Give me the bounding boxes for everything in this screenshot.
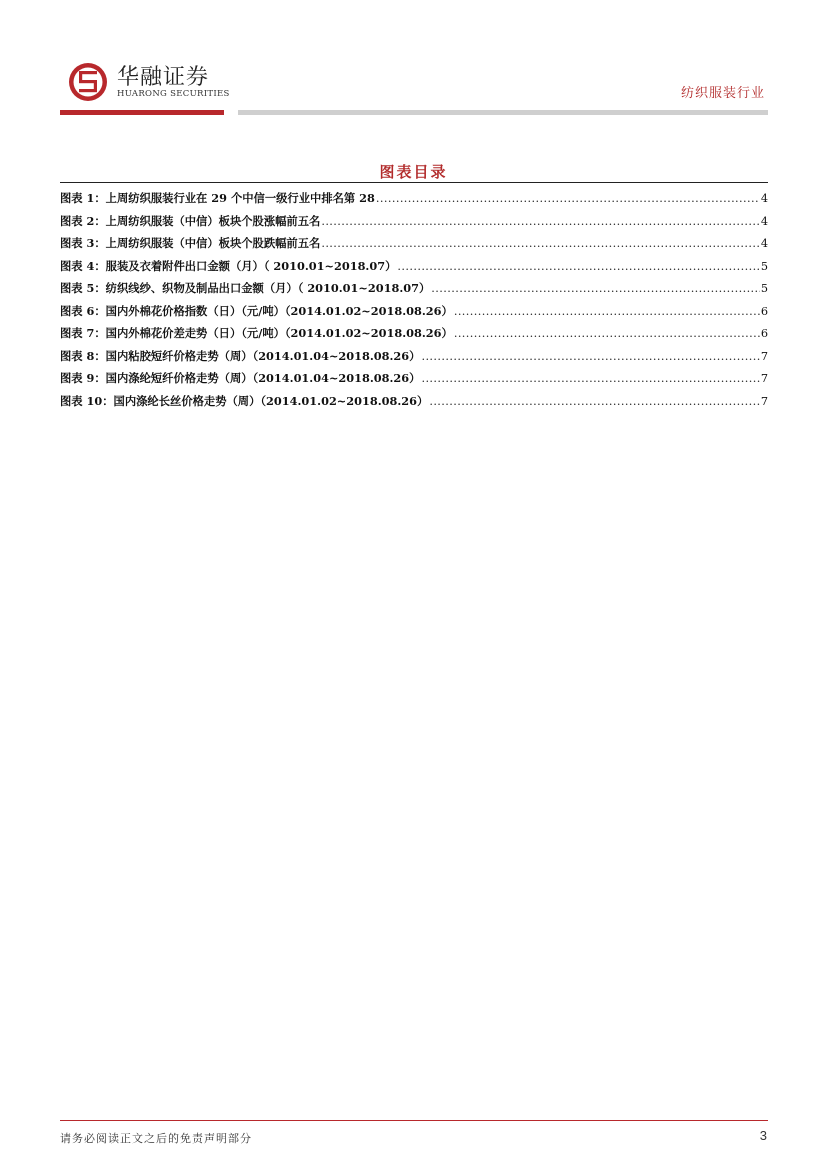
toc-item-page: 4	[760, 237, 768, 250]
industry-label: 纺织服装行业	[680, 86, 765, 101]
toc-leader-dots	[454, 327, 760, 340]
toc-item-page: 4	[760, 214, 768, 228]
toc-item[interactable]	[60, 235, 768, 258]
brand-name-en: HUARONG SECURITIES	[117, 89, 230, 99]
toc-item-label: 图表 5：纺织线纱、织物及制品出口金额（月）（ 2010.01~2018.07）	[60, 281, 431, 295]
header-accent-bar	[60, 110, 224, 115]
toc-item-page: 5	[760, 282, 768, 295]
toc-leader-dots	[397, 260, 759, 273]
toc-item[interactable]	[60, 348, 768, 371]
footer-divider	[60, 1120, 768, 1121]
toc-item[interactable]	[60, 280, 768, 303]
toc-leader-dots	[376, 192, 760, 205]
toc-item-label: 图表 3：上周纺织服装（中信）板块个股跌幅前五名	[60, 236, 321, 250]
toc-item-label: 图表 2：上周纺织服装（中信）板块个股涨幅前五名	[60, 213, 321, 228]
toc-item-label: 图表 8：国内粘胶短纤价格走势（周）（2014.01.04~2018.08.26）	[60, 348, 421, 363]
toc-list	[60, 190, 768, 415]
huarong-logo-icon	[68, 62, 108, 102]
toc-item-label: 图表 4：服装及衣着附件出口金额（月）（ 2010.01~2018.07）	[60, 258, 397, 273]
toc-leader-dots	[431, 282, 760, 295]
toc-item-label: 图表 9：国内涤纶短纤价格走势（周）（2014.01.04~2018.08.26）	[60, 371, 421, 385]
toc-item-page: 7	[760, 372, 768, 385]
toc-leader-dots	[454, 305, 760, 318]
toc-leader-dots	[321, 237, 759, 250]
toc-item-page: 7	[760, 394, 768, 408]
toc-item-label: 图表 7：国内外棉花价差走势（日）（元/吨）（2014.01.02~2018.08.26）	[60, 326, 453, 340]
toc-item[interactable]	[60, 303, 768, 326]
header-divider-bar	[238, 110, 768, 115]
toc-item[interactable]	[60, 370, 768, 393]
toc-item-page: 6	[760, 304, 768, 318]
toc-leader-dots	[421, 350, 759, 363]
page-header	[0, 0, 827, 120]
toc-item-page: 4	[760, 192, 768, 205]
toc-item-label: 图表 1：上周纺织服装行业在 29 个中信一级行业中排名第 28	[60, 191, 375, 205]
toc-item-label: 图表 10：国内涤纶长丝价格走势（周）（2014.01.02~2018.08.26）	[60, 393, 429, 408]
toc-item-label: 图表 6：国内外棉花价格指数（日）（元/吨）（2014.01.02~2018.08.26）	[60, 303, 453, 318]
toc-leader-dots	[321, 215, 759, 228]
footer-disclaimer: 请务必阅读正文之后的免责声明部分	[60, 1132, 252, 1145]
page-number: 3	[759, 1128, 767, 1143]
toc-item[interactable]	[60, 190, 768, 213]
toc-divider	[60, 182, 768, 183]
toc-item[interactable]	[60, 213, 768, 236]
toc-item[interactable]	[60, 258, 768, 281]
toc-leader-dots	[421, 372, 759, 385]
toc-leader-dots	[429, 395, 759, 408]
toc-item-page: 6	[760, 327, 768, 340]
brand-name-cn: 华融证券	[117, 65, 210, 90]
toc-item[interactable]	[60, 325, 768, 348]
toc-item-page: 5	[760, 259, 768, 273]
toc-title: 图表目录	[379, 163, 448, 181]
toc-item-page: 7	[760, 349, 768, 363]
toc-item[interactable]	[60, 393, 768, 416]
